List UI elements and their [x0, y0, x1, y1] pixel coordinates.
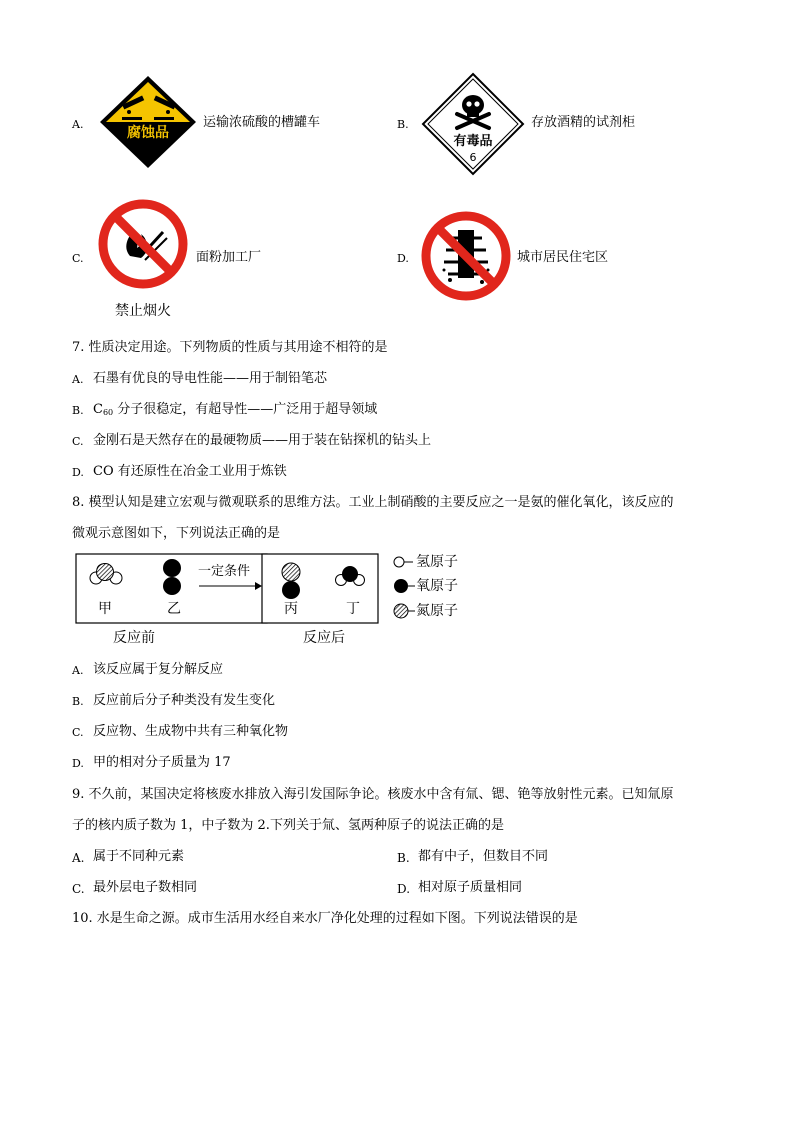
- q7-option-d-text: CO 有还原性在冶金工业用于炼铁: [93, 464, 287, 479]
- after-caption: 反应后: [303, 630, 345, 646]
- q9-option-d-text: 相对原子质量相同: [418, 880, 523, 895]
- option-c-desc: 面粉加工厂: [196, 250, 262, 265]
- option-a-letter: A.: [72, 118, 84, 131]
- label-yi: 乙: [167, 601, 181, 617]
- q7-option-a-text: 石墨有优良的导电性能——用于制铅笔芯: [93, 371, 328, 386]
- corrosive-sign-text: 腐蚀品: [127, 125, 169, 141]
- option-d-desc: 城市居民住宅区: [517, 250, 609, 265]
- label-bing: 丙: [284, 601, 298, 617]
- q9-stem-line2: 子的核内质子数为 1，中子数为 2.下列关于氚、氢两种原子的说法正确的是: [72, 818, 504, 833]
- label-ding: 丁: [346, 601, 360, 617]
- option-d-letter: D.: [397, 252, 409, 265]
- no-fire-sign-icon: [97, 198, 189, 290]
- q7-option-c-text: 金刚石是天然存在的最硬物质——用于装在钻探机的钻头上: [93, 433, 432, 448]
- before-caption: 反应前: [113, 630, 155, 646]
- q7-option-b-letter: B.: [72, 404, 84, 417]
- option-b-letter: B.: [397, 118, 409, 131]
- q8-stem-line2: 微观示意图如下，下列说法正确的是: [72, 526, 281, 541]
- q7-option-b-text: $C_{60}$ 分子很稳定，有超导性——广泛用于超导领域: [93, 402, 378, 417]
- q7-option-c-letter: C.: [72, 435, 84, 448]
- reaction-condition: 一定条件: [198, 564, 251, 579]
- q9-option-c-letter: C.: [72, 882, 85, 896]
- q8-option-b-text: 反应前后分子种类没有发生变化: [93, 693, 276, 708]
- option-b-desc: 存放酒精的试剂柜: [531, 115, 636, 130]
- toxic-sign-text: 有毒品: [453, 134, 493, 149]
- corrosive-sign-icon: [98, 74, 198, 170]
- q8-option-c-letter: C.: [72, 726, 84, 739]
- q7-stem: 7. 性质决定用途。下列物质的性质与其用途不相符的是: [72, 340, 388, 355]
- q8-option-a-letter: A.: [72, 664, 84, 677]
- q8-option-d-letter: D.: [72, 757, 84, 770]
- q10-stem: 10. 水是生命之源。成市生活用水经自来水厂净化处理的过程如下图。下列说法错误的是: [72, 911, 578, 926]
- q8-option-d-text: 甲的相对分子质量为 17: [93, 755, 231, 770]
- q7-option-d-letter: D.: [72, 466, 84, 479]
- legend-oxygen: 氧原子: [416, 578, 458, 594]
- q8-option-a-text: 该反应属于复分解反应: [93, 662, 224, 677]
- toxic-sign-number: 6: [469, 151, 477, 164]
- q7-option-a-letter: A.: [72, 373, 84, 386]
- no-fireworks-sign-icon: [420, 210, 512, 302]
- q9-option-b-text: 都有中子，但数目不同: [418, 849, 549, 864]
- q9-option-d-letter: D.: [397, 882, 411, 896]
- q9-option-b-letter: B.: [397, 851, 410, 865]
- q9-option-c-text: 最外层电子数相同: [93, 880, 198, 895]
- q9-stem-line1: 9. 不久前，某国决定将核废水排放入海引发国际争论。核废水中含有氚、锶、铯等放射性元素。已知氚原: [72, 787, 674, 802]
- toxic-sign-icon: [421, 72, 525, 176]
- q8-stem-line1: 8. 模型认知是建立宏观与微观联系的思维方法。工业上制硝酸的主要反应之一是氨的催化氧化，该反应的: [72, 495, 674, 510]
- q8-option-c-text: 反应物、生成物中共有三种氧化物: [93, 724, 289, 739]
- label-jia: 甲: [98, 601, 112, 617]
- legend-nitrogen: 氮原子: [416, 603, 458, 619]
- q9-option-a-letter: A.: [72, 851, 85, 865]
- option-a-desc: 运输浓硫酸的槽罐车: [203, 115, 321, 130]
- q8-option-b-letter: B.: [72, 695, 84, 708]
- option-c-letter: C.: [72, 252, 84, 265]
- legend-hydrogen: 氢原子: [416, 554, 458, 570]
- q9-option-a-text: 属于不同种元素: [93, 849, 185, 864]
- no-fire-caption: 禁止烟火: [115, 303, 171, 319]
